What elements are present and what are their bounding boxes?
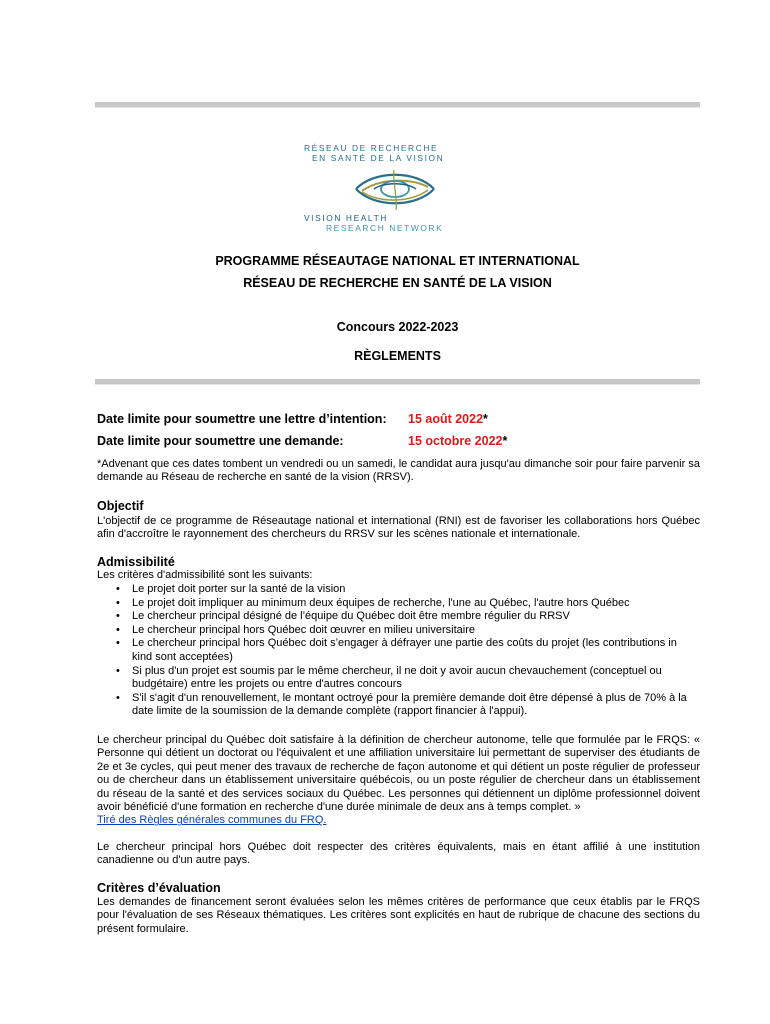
objective-heading: Objectif [97, 499, 144, 513]
frq-rules-link[interactable]: Tiré des Règles générales communes du FRQ. [97, 814, 327, 827]
bullet-icon: • [116, 596, 120, 609]
network-logo [296, 140, 496, 240]
list-item [97, 583, 700, 597]
criteria-heading: Critères d’évaluation [97, 881, 221, 895]
list-item [97, 624, 700, 638]
bullet-icon: • [116, 691, 120, 704]
bullet-icon: • [116, 583, 120, 595]
logo-french-line-1: RÉSEAU DE RECHERCHE [304, 143, 439, 153]
outside-quebec-criteria: Le chercheur principal hors Québec doit respecter des critères équivalents, mais en étant affilié à une institution canadienne ou d'un autre pays. [97, 841, 700, 867]
rules-heading: RÈGLEMENTS [354, 349, 441, 363]
letter-deadline-asterisk: * [483, 412, 488, 426]
criteria-text: Les demandes de financement seront évaluées selon les mêmes critères de performance que ceux établis par le FRQS pour l'évaluation de ses Réseaux thématiques. Les critères sont explicités en haut de rubrique de chacune des sections du présent formulaire. [97, 896, 700, 935]
bullet-icon: • [116, 664, 120, 677]
application-deadline-value [408, 434, 507, 448]
list-item [97, 637, 700, 664]
contest-year: Concours 2022-2023 [336, 320, 459, 334]
bullet-icon: • [116, 610, 120, 623]
application-deadline-date: 15 octobre 2022 [408, 434, 503, 448]
list-item-text: Le projet doit impliquer au minimum deux équipes de recherche, l'une au Québec, l'autre hors Québec [132, 596, 630, 609]
application-deadline-asterisk: * [502, 434, 508, 448]
list-item [97, 610, 700, 624]
eye-emblem-icon [354, 166, 436, 212]
top-divider [95, 102, 700, 108]
list-item-text: Si plus d'un projet est soumis par le même chercheur, il ne doit y avoir aucun chevauchement (conceptuel ou budgétaire) entre les projets ou entre d'autres concours [132, 664, 662, 691]
autonomous-researcher-definition [97, 734, 700, 828]
list-item [97, 665, 700, 692]
list-item [97, 692, 700, 719]
list-item-text: Le chercheur principal hors Québec doit œuvrer en milieu universitaire [132, 623, 475, 636]
letter-deadline-date: 15 août 2022 [408, 412, 484, 426]
program-title: PROGRAMME RÉSEAUTAGE NATIONAL ET INTERNATIONAL [215, 254, 580, 268]
logo-french-line-2: EN SANTÉ DE LA VISION [312, 153, 445, 163]
list-item-text: Le projet doit porter sur la santé de la vision [132, 583, 346, 595]
list-item [97, 597, 700, 611]
logo-english-line-2: RESEARCH NETWORK [326, 223, 444, 233]
eligibility-heading: Admissibilité [97, 555, 175, 569]
deadline-note: *Advenant que ces dates tombent un vendredi ou un samedi, le candidat aura jusqu'au dimanche soir pour faire parvenir sa demande au Réseau de recherche en santé de la vision (RRSV). [97, 458, 700, 484]
eligibility-list [97, 583, 700, 719]
network-title: RÉSEAU DE RECHERCHE EN SANTÉ DE LA VISION [243, 276, 552, 290]
letter-deadline-label: Date limite pour soumettre une lettre d’intention: [97, 412, 387, 426]
eligibility-intro: Les critères d'admissibilité sont les suivants: [97, 569, 313, 581]
list-item-text: Le chercheur principal hors Québec doit s’engager à défrayer une partie des coûts du projet (les contributions in kind sont acceptées) [132, 637, 677, 663]
logo-english-line-1: VISION HEALTH [304, 213, 388, 223]
header-divider [95, 379, 700, 385]
bullet-icon: • [116, 637, 120, 650]
letter-deadline-value [408, 412, 488, 426]
bullet-icon: • [116, 623, 120, 636]
definition-text: Le chercheur principal du Québec doit satisfaire à la définition de chercheur autonome, telle que formulée par le FRQS: « Personne qui détient un doctorat ou l'équivalent et une affiliation universitaire lui permettant de superviser des étudiants de 2e et 3e cycles, qui peut mener des travaux de recherche de façon autonome et qui détient un poste régulier de professeur ou de chercheur dans un établissement universitaire québécois, ou un poste régulier de chercheur dans un établissement du réseau de la santé et des services sociaux du Québec. Les personnes qui détiennent un diplôme professionnel doivent avoir bénéficié d'une formation en recherche d'une durée minimale de deux ans à temps complet. » [97, 734, 700, 814]
objective-text: L'objectif de ce programme de Réseautage national et international (RNI) est de favoriser les collaborations hors Québec afin d'accroître le rayonnement des chercheurs du RRSV sur les scènes nationale et internationale. [97, 515, 700, 541]
list-item-text: Le chercheur principal désigné de l’équipe du Québec doit être membre régulier du RRSV [132, 610, 570, 623]
list-item-text: S'il s'agit d'un renouvellement, le montant octroyé pour la première demande doit être dépensé à plus de 70% à la date limite de la soumission de la demande complète (rapport financier à l'appui). [132, 691, 687, 718]
application-deadline-label: Date limite pour soumettre une demande: [97, 434, 344, 448]
